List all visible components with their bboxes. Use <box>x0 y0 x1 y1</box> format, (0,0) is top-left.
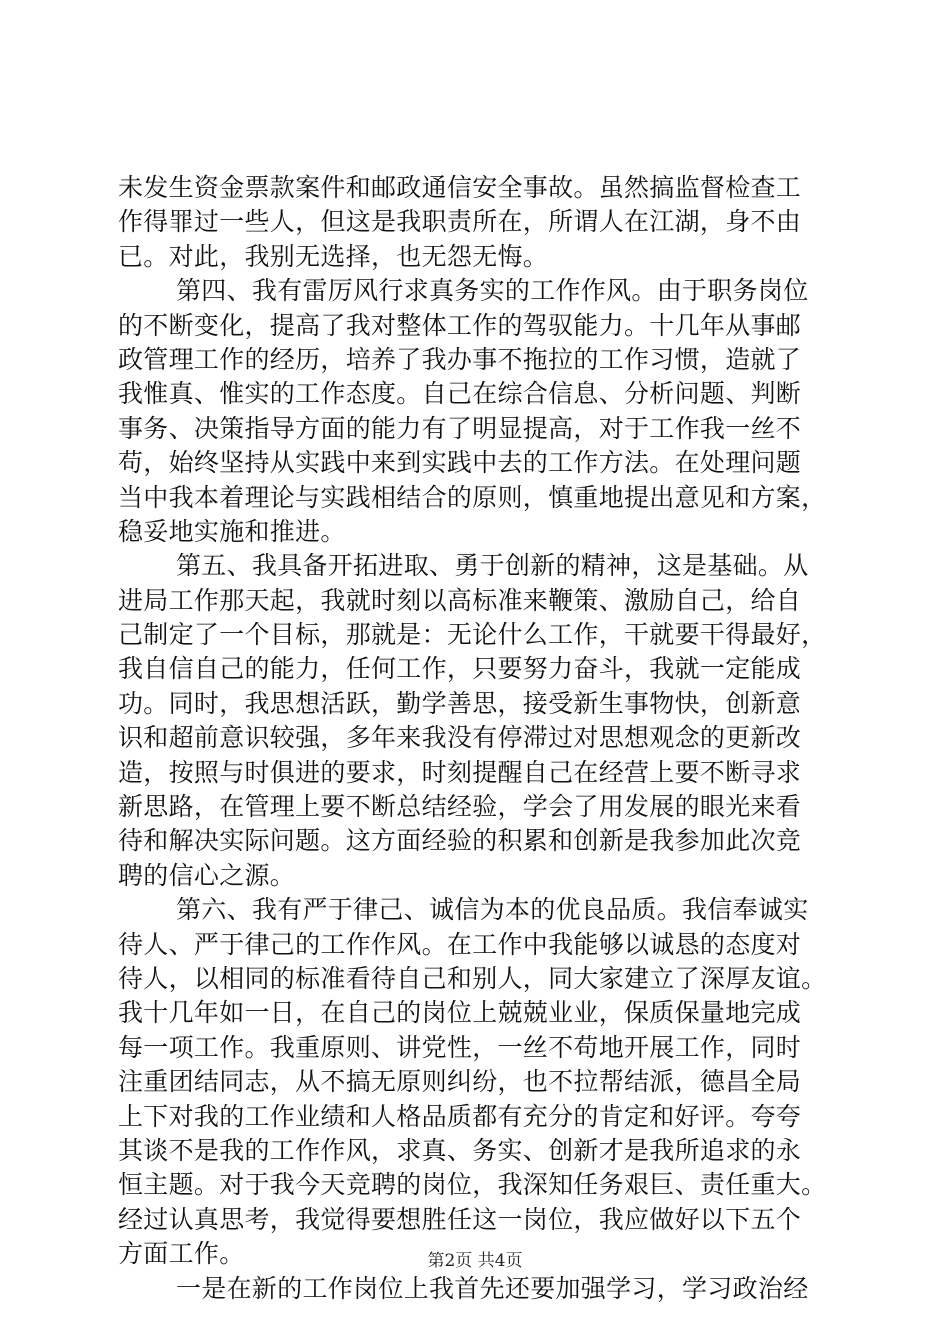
text-line: 一是在新的工作岗位上我首先还要加强学习，学习政治经 <box>176 1273 809 1303</box>
text-line: 我自信自己的能力，任何工作，只要努力奋斗，我就一定能成 <box>118 654 802 684</box>
text-line: 新思路，在管理上要不断总结经验，学会了用发展的眼光来看 <box>118 792 802 822</box>
text-line: 每一项工作。我重原则、讲党性，一丝不苟地开展工作，同时 <box>118 1032 802 1062</box>
text-line: 功。同时，我思想活跃，勤学善思，接受新生事物快，创新意 <box>118 688 802 718</box>
text-line: 聘的信心之源。 <box>118 860 296 890</box>
text-line: 当中我本着理论与实践相结合的原则，慎重地提出意见和方案， <box>118 482 827 512</box>
text-line: 苟，始终坚持从实践中来到实践中去的工作方法。在处理问题 <box>118 448 802 478</box>
text-line: 识和超前意识较强，多年来我没有停滞过对思想观念的更新改 <box>118 723 802 753</box>
text-line: 恒主题。对于我今天竞聘的岗位，我深知任务艰巨、责任重大。 <box>118 1170 827 1200</box>
text-line: 的不断变化，提高了我对整体工作的驾驭能力。十几年从事邮 <box>118 310 802 340</box>
text-line: 第四、我有雷厉风行求真务实的工作作风。由于职务岗位 <box>176 276 809 306</box>
text-line: 待和解决实际问题。这方面经验的积累和创新是我参加此次竞 <box>118 826 802 856</box>
text-line: 己制定了一个目标，那就是：无论什么工作，干就要干得最好， <box>118 620 827 650</box>
text-line: 第六、我有严于律己、诚信为本的优良品质。我信奉诚实 <box>176 895 809 925</box>
text-line: 未发生资金票款案件和邮政通信安全事故。虽然搞监督检查工 <box>118 173 802 202</box>
text-line: 待人、严于律己的工作作风。在工作中我能够以诚恳的态度对 <box>118 929 802 959</box>
text-line: 第五、我具备开拓进取、勇于创新的精神，这是基础。从 <box>176 551 809 581</box>
text-line: 政管理工作的经历，培养了我办事不拖拉的工作习惯，造就了 <box>118 344 802 374</box>
text-line: 其谈不是我的工作作风，求真、务实、创新才是我所追求的永 <box>118 1135 802 1165</box>
text-line: 事务、决策指导方面的能力有了明显提高，对于工作我一丝不 <box>118 413 802 443</box>
text-line: 进局工作那天起，我就时刻以高标准来鞭策、激励自己，给自 <box>118 585 802 615</box>
text-line: 待人，以相同的标准看待自己和别人，同大家建立了深厚友谊。 <box>118 963 827 993</box>
text-line: 方面工作。 <box>118 1239 245 1269</box>
text-line: 上下对我的工作业绩和人格品质都有充分的肯定和好评。夸夸 <box>118 1101 802 1131</box>
page-footer: 第2页 共4页 <box>427 1251 523 1271</box>
text-line: 已。对此，我别无选择，也无怨无悔。 <box>118 241 549 271</box>
document-body <box>118 171 838 1306</box>
text-line: 我十几年如一日，在自己的岗位上兢兢业业，保质保量地完成 <box>118 998 802 1028</box>
text-line: 造，按照与时俱进的要求，时刻提醒自己在经营上要不断寻求 <box>118 757 802 787</box>
text-line: 稳妥地实施和推进。 <box>118 516 346 546</box>
text-line: 作得罪过一些人，但这是我职责所在，所谓人在江湖，身不由 <box>118 207 802 237</box>
text-line: 注重团结同志，从不搞无原则纠纷，也不拉帮结派，德昌全局 <box>118 1067 802 1097</box>
text-line: 我惟真、惟实的工作态度。自己在综合信息、分析问题、判断 <box>118 379 802 409</box>
text-line: 经过认真思考，我觉得要想胜任这一岗位，我应做好以下五个 <box>118 1204 802 1234</box>
